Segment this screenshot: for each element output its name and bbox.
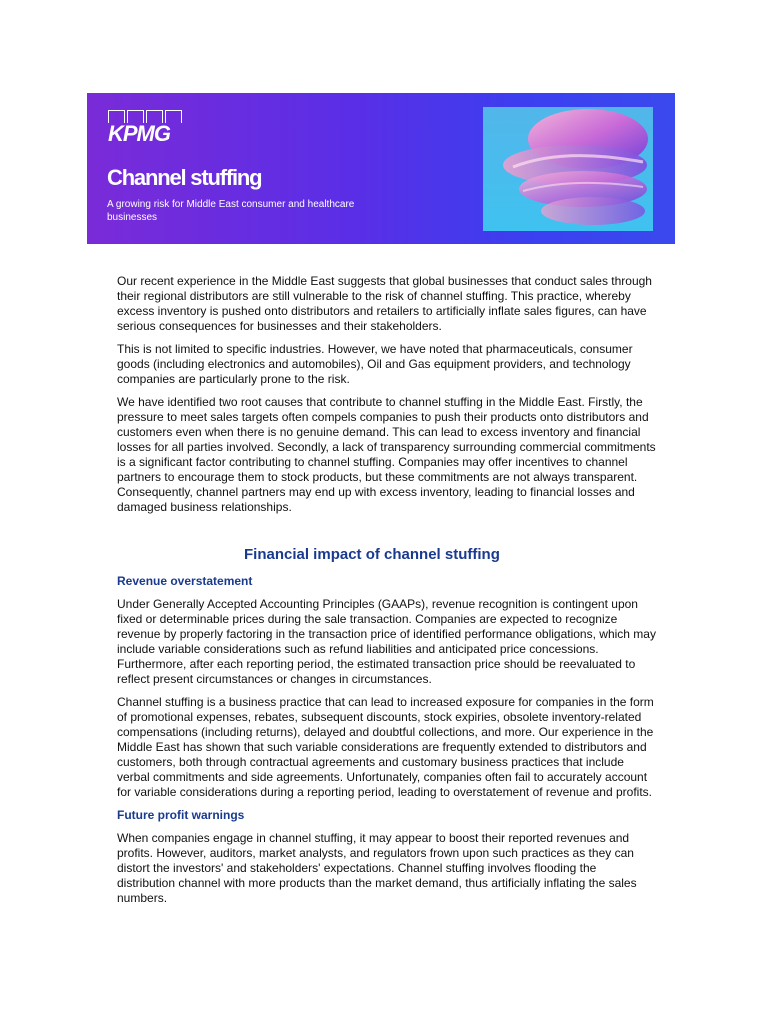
future-profit-warnings-heading: Future profit warnings xyxy=(117,808,245,822)
intro-paragraph-3: We have identified two root causes that contribute to channel stuffing in the Middle East. Firstly, the pressure to meet sales targets often compels companies to push their products onto distributors and customers even when there is no genuine demand. This can lead to excess inventory and financial losses for all parties involved. Secondly, a lack of transparency surrounding commercial commitments is a significant factor contributing to channel stuffing. Companies may offer incentives to channel partners to encourage them to stock products, but these commitments are not always transparent. Consequently, channel partners may end up with excess inventory, leading to financial losses and damaged business relationships. xyxy=(117,395,656,514)
section-title: Financial impact of channel stuffing xyxy=(244,546,500,563)
abstract-art-image xyxy=(483,107,653,231)
profit-paragraph-1: When companies engage in channel stuffing, it may appear to boost their reported revenues and profits. However, auditors, market analysts, and regulators frown upon such practices as they can distort the investors' and stakeholders' expectations. Channel stuffing involves flooding the distribution channel with more products than the market demand, thus artificially inflating the sales numbers. xyxy=(117,831,637,905)
revenue-overstatement-heading: Revenue overstatement xyxy=(117,574,253,588)
intro-section xyxy=(117,274,657,523)
revenue-paragraph-1: Under Generally Accepted Accounting Principles (GAAPs), revenue recognition is contingent upon fixed or determinable prices during the sale transaction. Companies are expected to recognize revenue by properly factoring in the transaction price of identified performance obligations, which may include variable considerations such as refund liabilities and anticipated price concessions. Furthermore, after each reporting period, the estimated transaction price should be reevaluated to reflect present circumstances or changes in circumstances. xyxy=(117,597,656,686)
banner-title: Channel stuffing xyxy=(107,165,262,190)
logo-text: KPMG xyxy=(108,121,170,146)
abstract-swirl-graphic xyxy=(483,107,653,231)
revenue-paragraph-2: Channel stuffing is a business practice that can lead to increased exposure for companies in the form of promotional expenses, rebates, subsequent discounts, stock expiries, obsolete inventory-related compensations (including returns), delayed and doubtful collections, and more. Our experience in the Middle East has shown that such variable considerations are frequently extended to distributors and customers, both through contractual agreements and customary business practices that include verbal commitments and side agreements. Unfortunately, companies often fail to accurately account for variable considerations during a reporting period, leading to overstatement of revenue and profits. xyxy=(117,695,654,799)
kpmg-logo xyxy=(108,110,182,146)
banner-subtitle: A growing risk for Middle East consumer and healthcare businesses xyxy=(107,199,355,223)
header-banner xyxy=(87,93,675,244)
financial-impact-section xyxy=(117,574,657,914)
intro-paragraph-1: Our recent experience in the Middle East suggests that global businesses that conduct sales through their regional distributors are still vulnerable to the risk of channel stuffing. This practice, whereby excess inventory is pushed onto distributors and retailers to artificially inflate sales figures, can have serious consequences for businesses and their stakeholders. xyxy=(117,274,652,333)
intro-paragraph-2: This is not limited to specific industries. However, we have noted that pharmaceuticals, consumer goods (including electronics and automobiles), Oil and Gas equipment providers, and technology companies are particularly prone to the risk. xyxy=(117,342,633,386)
